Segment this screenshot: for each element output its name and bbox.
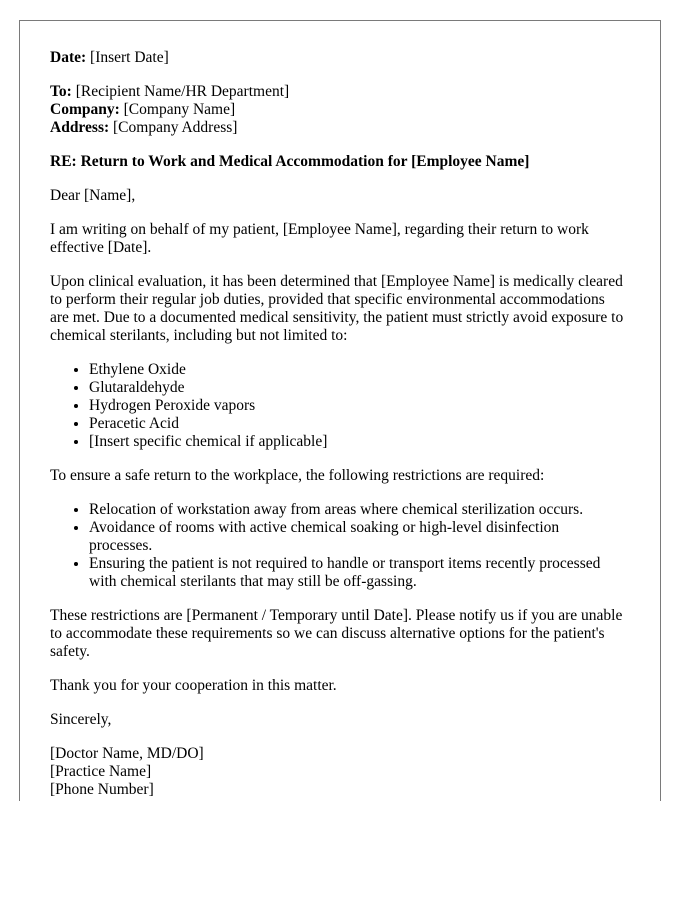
salutation: Dear [Name], (50, 187, 136, 204)
evaluation-paragraph: Upon clinical evaluation, it has been determined that [Employee Name] is medically cleared to perform their regular job duties, provided that specific environmental accommodations are met. Due to a documented medical sensitivity, the patient must strictly avoid exposure to chemical sterilants, including but not limited to: (50, 273, 624, 344)
chemical-list (50, 361, 625, 451)
list-item: • Peracetic Acid (89, 415, 625, 433)
to-label: To: (50, 83, 72, 100)
list-item: • Avoidance of rooms with active chemical soaking or high-level disinfection processes. (89, 519, 625, 555)
restrictions-intro-paragraph: To ensure a safe return to the workplace, the following restrictions are required: (50, 467, 545, 484)
duration-paragraph: These restrictions are [Permanent / Temporary until Date]. Please notify us if you are unable to accommodate these requirements so we can discuss alternative options for the patient's safety. (50, 607, 623, 660)
company-line (50, 101, 625, 119)
doctor-name: [Doctor Name, MD/DO] (50, 745, 204, 762)
intro-paragraph: I am writing on behalf of my patient, [Employee Name], regarding their return to work effective [Date]. (50, 221, 589, 256)
date-label: Date: (50, 49, 87, 66)
company-value: [Company Name] (123, 101, 236, 118)
sign-off: Sincerely, (50, 711, 112, 728)
to-value: [Recipient Name/HR Department] (75, 83, 290, 100)
subject-line: RE: Return to Work and Medical Accommodation for [Employee Name] (50, 153, 530, 170)
list-item: • Glutaraldehyde (89, 379, 625, 397)
company-label: Company: (50, 101, 120, 118)
letter-page (19, 20, 661, 801)
letter-body (50, 49, 625, 799)
phone-number: [Phone Number] (50, 781, 154, 798)
to-line (50, 83, 625, 101)
address-value: [Company Address] (113, 119, 238, 136)
list-item: • Ensuring the patient is not required to handle or transport items recently processed with chemical sterilants that may still be off-gassing. (89, 555, 625, 591)
practice-name: [Practice Name] (50, 763, 152, 780)
list-item: • Ethylene Oxide (89, 361, 625, 379)
list-item: • [Insert specific chemical if applicable] (89, 433, 625, 451)
date-line (50, 49, 625, 67)
thanks-paragraph: Thank you for your cooperation in this matter. (50, 677, 337, 694)
restrictions-list (50, 501, 625, 591)
address-line (50, 119, 625, 137)
list-item: • Hydrogen Peroxide vapors (89, 397, 625, 415)
date-value: [Insert Date] (90, 49, 169, 66)
address-label: Address: (50, 119, 110, 136)
list-item: • Relocation of workstation away from areas where chemical sterilization occurs. (89, 501, 625, 519)
